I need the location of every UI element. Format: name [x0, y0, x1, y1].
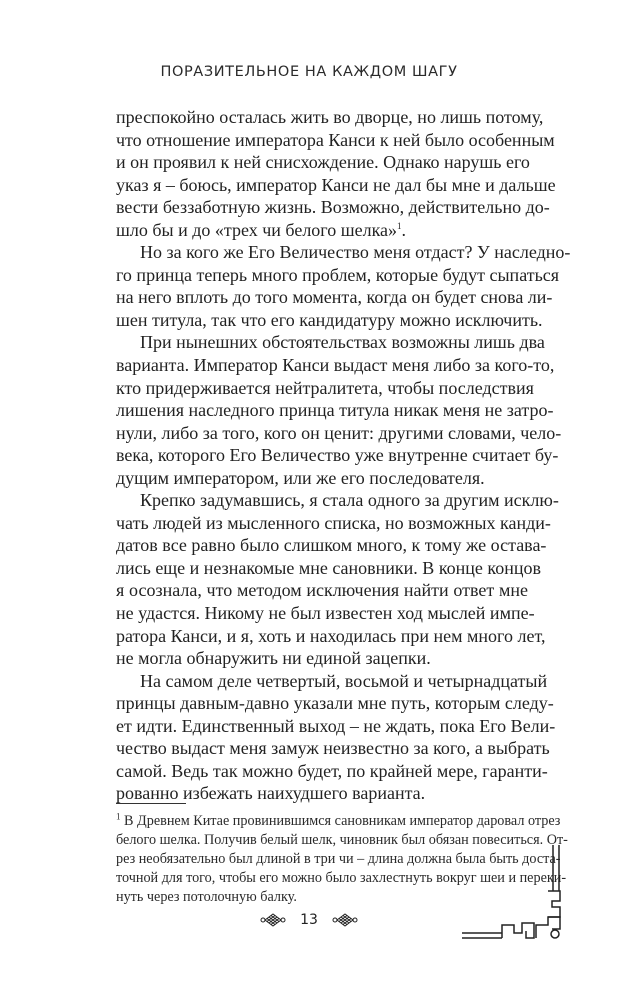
- text-line: [116, 399, 554, 422]
- footnote-line-content: В Древнем Китае провинившимся сановникам император даровал отрез: [124, 813, 561, 829]
- corner-fret-ornament-icon: [462, 843, 572, 943]
- text-line-content: не могла обнаружить ни единой зацепки.: [116, 648, 431, 669]
- text-line: [116, 692, 554, 715]
- text-line: [116, 602, 535, 625]
- text-line-content: лись еще и незнакомые мне сановники. В конце концов: [116, 557, 541, 578]
- text-line-content: лишения наследного принца титула никак меня не затро-: [116, 400, 554, 421]
- text-line: [116, 782, 528, 805]
- endless-knot-ornament-icon: [260, 912, 286, 928]
- text-line-content: и он проявил к ней снисхождение. Однако нарушь его: [116, 152, 530, 173]
- text-line-content: датов все равно было слишком много, к тому же остава-: [116, 535, 547, 556]
- footnote-line-content: рез необязательно был длиной в три чи – длина должна была быть доста-: [116, 851, 561, 867]
- text-line-content: что отношение императора Канси к ней было особенным: [116, 129, 555, 150]
- text-line-content: шен титула, так что его кандидатуру можно исключить.: [116, 309, 543, 330]
- text-line-content: рованно избежать наихудшего варианта.: [116, 783, 426, 804]
- footnote-divider: [116, 803, 186, 804]
- footnote-line-content: точной для того, чтобы его можно было захлестнуть вокруг шеи и переки-: [116, 870, 567, 886]
- text-line: [116, 377, 534, 400]
- text-line-content: кто придерживается нейтралитета, чтобы последствия: [116, 377, 534, 398]
- text-line: [116, 196, 550, 219]
- text-line: [116, 309, 543, 332]
- text-line: [116, 174, 556, 197]
- text-line-content: самой. Ведь так можно будет, по крайней мере, гаранти-: [116, 760, 548, 781]
- text-line: [116, 129, 555, 152]
- text-line: [116, 354, 555, 377]
- text-line-content: преспокойно осталась жить во дворце, но лишь потому,: [116, 107, 544, 127]
- text-line: [116, 489, 559, 512]
- body-text: [116, 106, 571, 805]
- text-line: [116, 715, 556, 738]
- text-line-content: На самом деле четвертый, восьмой и четырнадцатый: [140, 670, 548, 691]
- text-line-content: ратора Канси, и я, хоть и находилась при нем много лет,: [116, 625, 546, 646]
- text-line-content: дущим императором, или же его последователя.: [116, 467, 485, 488]
- text-line: [116, 422, 562, 445]
- text-line: [116, 106, 544, 129]
- text-line: [116, 579, 528, 602]
- text-line-content: нули, либо за того, кого он ценит: другими словами, чело-: [116, 422, 562, 443]
- text-line: [116, 557, 541, 580]
- text-line-content: чество выдаст меня замуж неизвестно за кого, а выбрать: [116, 738, 550, 759]
- text-line-content: При нынешних обстоятельствах возможны лишь два: [140, 332, 545, 353]
- text-line: [116, 737, 550, 760]
- text-line-content: указ я – боюсь, император Канси не дал бы мне и дальше: [116, 174, 556, 195]
- text-line: [116, 286, 553, 309]
- endless-knot-ornament-icon: [332, 912, 358, 928]
- text-line: [116, 331, 545, 354]
- text-line-content: шло бы и до «трех чи белого шелка»: [116, 219, 398, 240]
- text-line: [116, 444, 559, 467]
- running-header: ПОРАЗИТЕЛЬНОЕ НА КАЖДОМ ШАГУ: [160, 64, 458, 80]
- text-line: [116, 625, 546, 648]
- footnote-line-content: белого шелка. Получив белый шелк, чиновник был обязан повеситься. От-: [116, 832, 568, 848]
- text-line-content: ет идти. Единственный выход – не ждать, пока Его Вели-: [116, 715, 556, 736]
- text-line: [116, 264, 560, 287]
- text-line-content: на него вплоть до того момента, когда он будет снова ли-: [116, 287, 553, 308]
- text-line-content: чать людей из мысленного списка, но возможных канди-: [116, 512, 551, 533]
- text-line: [116, 512, 551, 535]
- text-line-content: Крепко задумавшись, я стала одного за другим исклю-: [140, 490, 559, 511]
- text-line: [116, 534, 547, 557]
- text-line-content: варианта. Император Канси выдаст меня либо за кого-то,: [116, 355, 555, 376]
- text-line-content: я осознала, что методом исключения найти ответ мне: [116, 580, 528, 601]
- page-number: 13: [300, 912, 318, 928]
- text-line: [116, 241, 571, 264]
- text-line: [116, 760, 548, 783]
- footnote-line-content: нуть через потолочную балку.: [116, 889, 297, 905]
- text-line-content: вести беззаботную жизнь. Возможно, действительно до-: [116, 197, 550, 218]
- text-line: [116, 647, 528, 670]
- text-line-content: Но за кого же Его Величество меня отдаст? У наследно-: [140, 242, 571, 263]
- footnote-reference[interactable]: 1: [397, 220, 402, 231]
- text-line-content: принцы давным-давно указали мне путь, которым следу-: [116, 693, 554, 714]
- text-line: [116, 670, 548, 693]
- footnote-marker: 1: [116, 811, 121, 822]
- text-line: [116, 151, 528, 174]
- text-line-content: не удастся. Никому не был известен ход мыслей импе-: [116, 603, 535, 624]
- text-line-content: века, которого Его Величество уже внутренне считает бу-: [116, 445, 559, 466]
- text-line: [116, 467, 528, 490]
- text-line: [116, 219, 528, 242]
- footnote-line: [116, 811, 561, 831]
- punctuation: .: [401, 219, 407, 240]
- text-line-content: го принца теперь много проблем, которые будут сыпаться: [116, 264, 560, 285]
